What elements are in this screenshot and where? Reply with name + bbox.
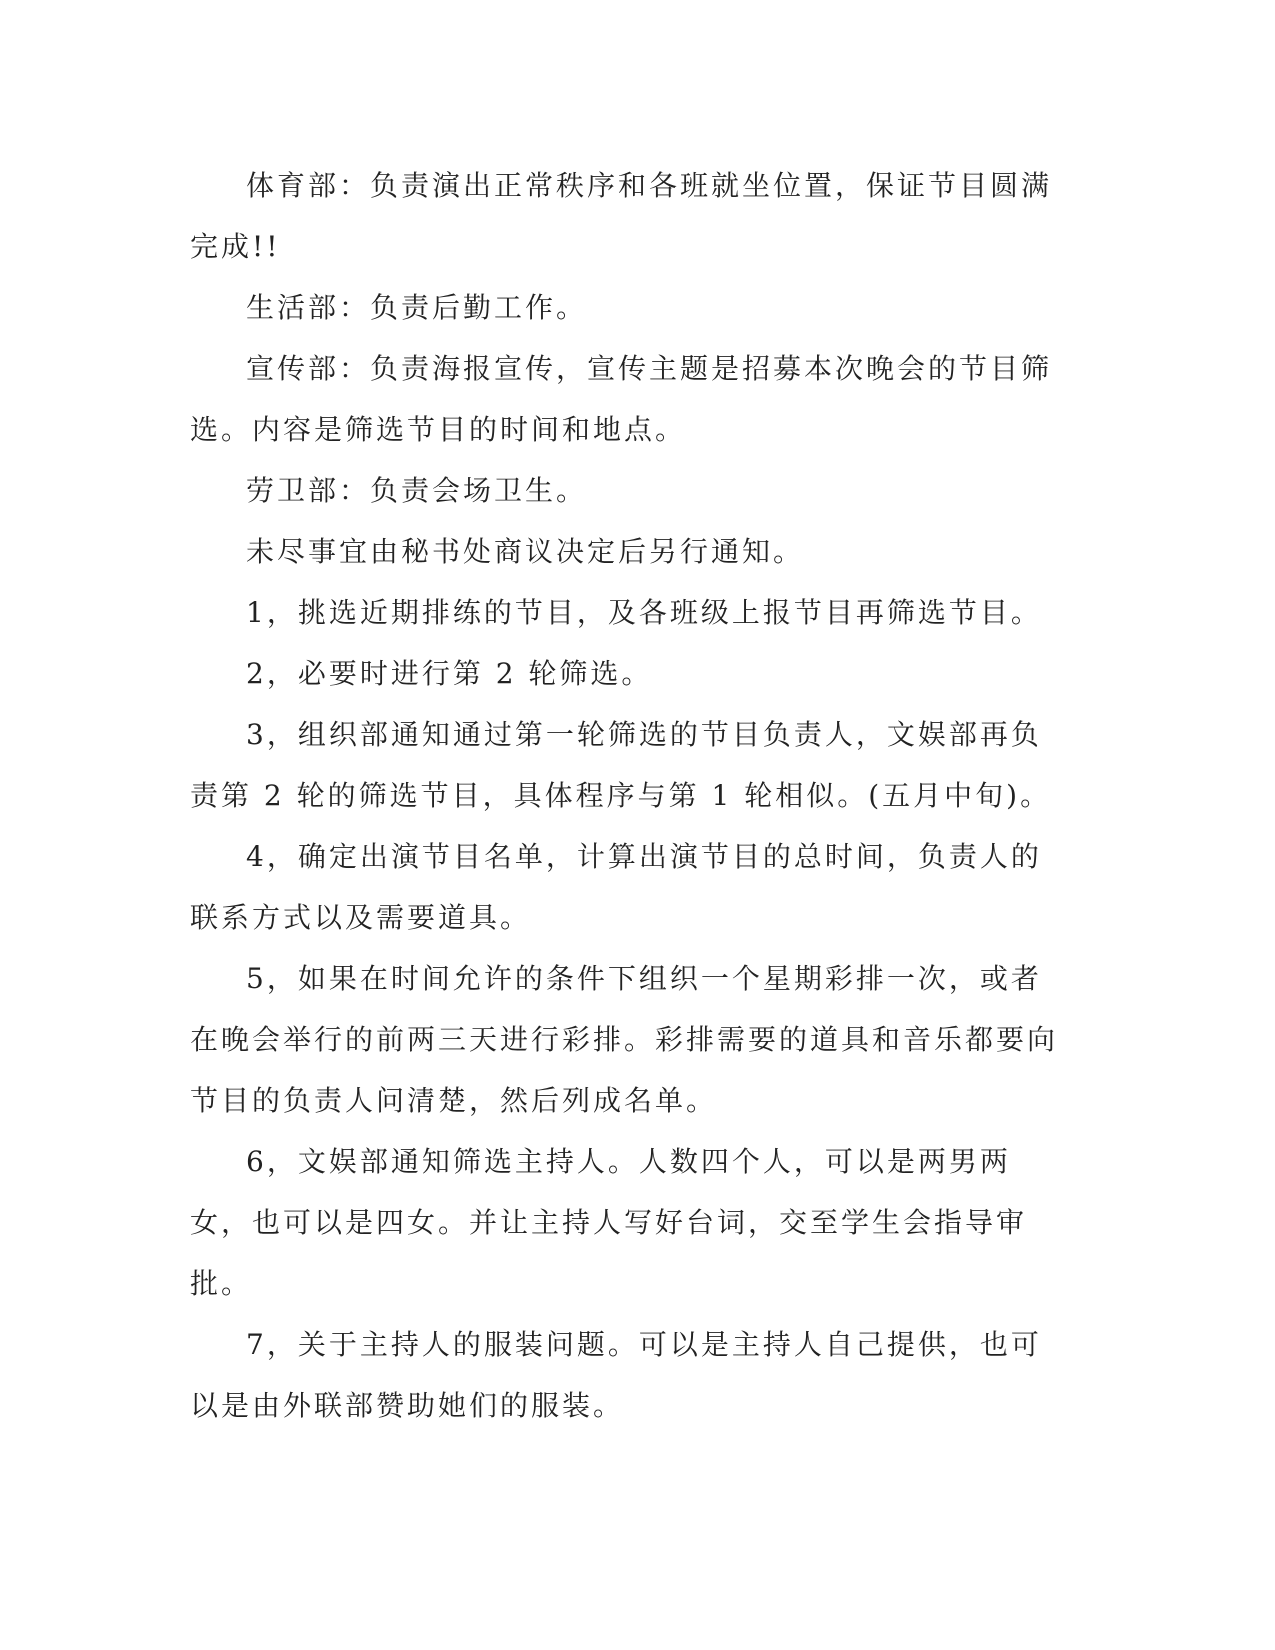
paragraph-notice: 未尽事宜由秘书处商议决定后另行通知。 bbox=[246, 535, 805, 568]
paragraph-publicity-dept: 宣传部：负责海报宣传，宣传主题是招募本次晚会的节目筛选。内容是筛选节目的时间和地点。 bbox=[190, 352, 1053, 446]
paragraph-life-dept: 生活部：负责后勤工作。 bbox=[246, 291, 588, 324]
paragraph-step-4: 4，确定出演节目名单，计算出演节目的总时间，负责人的联系方式以及需要道具。 bbox=[190, 840, 1042, 934]
paragraph-step-7: 7，关于主持人的服装问题。可以是主持人自己提供，也可以是由外联部赞助她们的服装。 bbox=[190, 1328, 1042, 1422]
paragraph-step-1: 1，挑选近期排练的节目，及各班级上报节目再筛选节目。 bbox=[246, 596, 1042, 629]
paragraph-labor-dept: 劳卫部：负责会场卫生。 bbox=[246, 474, 588, 507]
paragraph-step-5: 5，如果在时间允许的条件下组织一个星期彩排一次，或者在晚会举行的前两三天进行彩排。彩排需要的道具和音乐都要向节目的负责人问清楚，然后列成名单。 bbox=[190, 962, 1059, 1117]
paragraph-step-3: 3，组织部通知通过第一轮筛选的节目负责人，文娱部再负责第 2 轮的筛选节目，具体程序与第 1 轮相似。(五月中旬)。 bbox=[190, 718, 1052, 812]
document-page bbox=[190, 155, 1070, 1436]
paragraph-step-2: 2，必要时进行第 2 轮筛选。 bbox=[246, 657, 653, 690]
paragraph-step-6: 6，文娱部通知筛选主持人。人数四个人，可以是两男两女，也可以是四女。并让主持人写好台词，交至学生会指导审批。 bbox=[190, 1145, 1028, 1300]
paragraph-sports-dept: 体育部：负责演出正常秩序和各班就坐位置，保证节目圆满完成!! bbox=[190, 169, 1053, 263]
